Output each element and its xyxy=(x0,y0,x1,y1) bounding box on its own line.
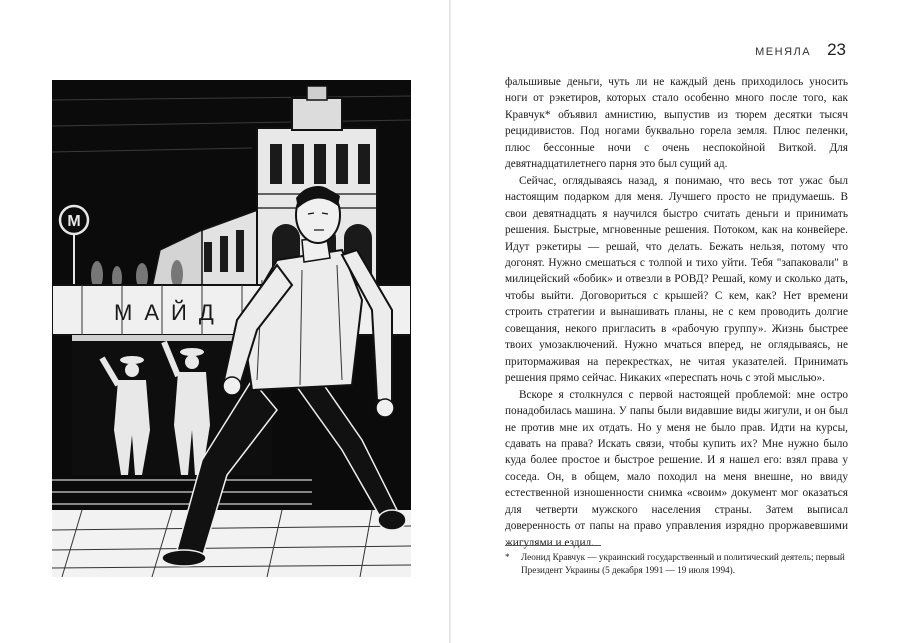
body-text xyxy=(505,74,848,551)
footnote-text: Леонид Кравчук — украинский государственный и политический деятель; первый Президент Украины (5 декабря 1991 — 19 июля 1994). xyxy=(521,552,845,575)
illustration xyxy=(52,80,411,577)
running-title: МЕНЯЛА xyxy=(755,46,812,58)
paragraph: фальшивые деньги, чуть ли не каждый день приходилось уносить ноги от рэкетиров, которых стало особенно много после того, как Кравчук* объявил амнистию, выпустив из тюрем десятки тысяч рецидивистов. Под ногами буквально горела земля. Плюс пеленки, плюс бессонные ночи с очень неспокойной Виткой. Для девятнадцатилетнего парня это был сущий ад. xyxy=(505,76,848,171)
paragraph: Сейчас, оглядываясь назад, я понимаю, что весь тот ужас был настоящим подарком для меня. Лучшего просто не придумаешь. В свои девятнадцать я научился быстро считать деньги и принимать решения. Быстрые, мгновенные решения. Потоком, как на конвейере. Идут рэкетиры — решай, что делать. Бежать нельзя, потому что догонят. Нужно смешаться с толпой и тихо уйти. Тебя "запаковали" в милицейский «бобик» и отвезли в РОВД? Решай, кому и сколько дать, чтобы выйти. Договориться с крышей? С кем, как? Нет времени строить стратегии и вынашивать планы, не с кем проводить долгие совещания, некого пригласить в «рабочую группу». Жизнь быстрее твоих умозаключений. Нужно мчаться вперед, не оглядываясь, не притормаживая на перекрестках, не читая указателей. Принимать решения прямо сейчас. Никаких «переспать ночь с этой мыслью». xyxy=(505,174,848,385)
footnote-rule xyxy=(505,545,601,546)
right-page xyxy=(451,0,900,643)
svg-text:МАЙД: МАЙД xyxy=(114,300,226,325)
paragraph: Вскоре я столкнулся с первой настоящей проблемой: мне остро понадобилась машина. У папы были видавшие виды жигули, и он был не против мне их отдать. Но у меня не было прав. Идти на курсы, сдавать на права? Искать связи, чтобы купить их? Мне нужно было куда более простое и быстрое решение. И я нашел его: взял права у соседа. Он, в общем, мало походил на меня внешне, но ввиду естественной изношенности снимка «своим» документ мог оказаться для четверти мужского населения страны. Затем выписал доверенность от папы на право управления изрядно проржавевшими жигулями и ездил. xyxy=(505,388,848,549)
running-header xyxy=(755,40,846,60)
page-number: 23 xyxy=(827,40,846,59)
footnote xyxy=(505,551,848,576)
svg-text:М: М xyxy=(67,213,81,230)
left-page xyxy=(0,0,449,643)
footnote-mark: * xyxy=(505,552,510,562)
